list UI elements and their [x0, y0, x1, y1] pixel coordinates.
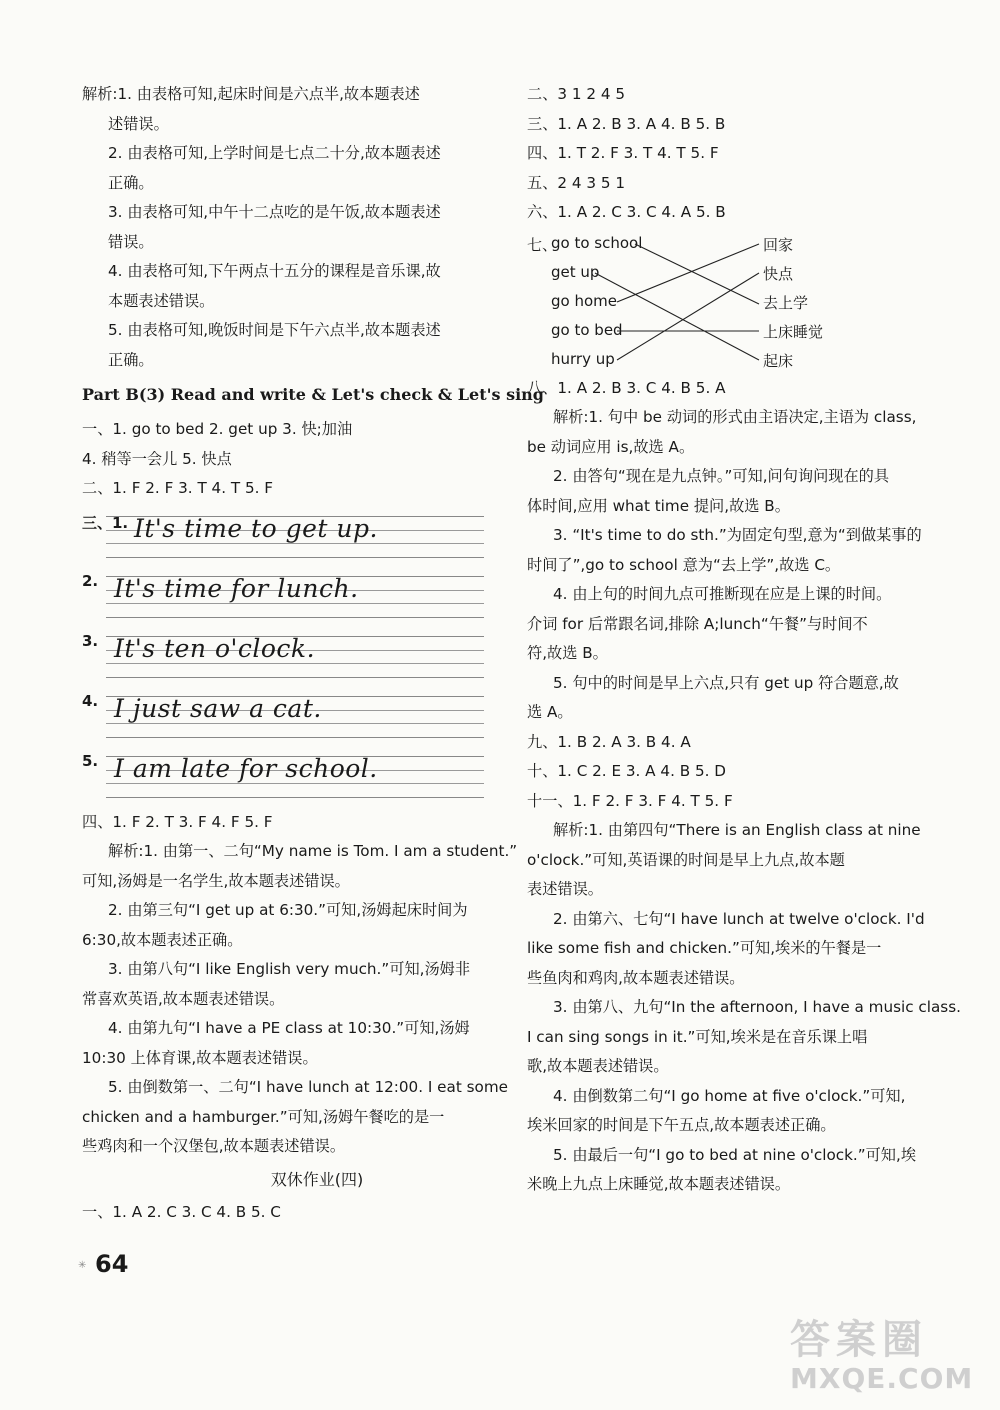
answer-line: 四、1. T 2. F 3. T 4. T 5. F: [527, 144, 719, 162]
answer-line: 五、2 4 3 5 1: [527, 173, 625, 192]
answer-line: 二、1. F 2. F 3. T 4. T 5. F: [82, 479, 274, 497]
answer-line: 二、3 1 2 4 5: [527, 85, 625, 103]
answer-line: 解析:1. 由第四句“There is an English class at nine: [553, 821, 921, 839]
section-title: Part B(3) Read and write & Let's check & Let's sing: [82, 385, 544, 404]
match-label: 七、: [527, 235, 558, 254]
watermark-logo: [790, 1318, 995, 1406]
answer-line: 些鸡肉和一个汉堡包,故本题表述错误。: [82, 1137, 346, 1155]
answer-line: 3. 由第八句“I like English very much.”可知,汤姆非: [108, 960, 471, 978]
handwritten-answer: It's ten o'clock.: [114, 633, 316, 663]
answer-line: 四、1. F 2. T 3. F 4. F 5. F: [82, 812, 273, 831]
handwritten-answer: It's time for lunch.: [114, 573, 359, 603]
match-line: [635, 244, 759, 304]
answer-line: 6:30,故本题表述正确。: [82, 930, 243, 949]
answer-line: 表述错误。: [527, 880, 603, 898]
match-left-item: go to bed: [551, 320, 623, 339]
answer-line: 十、1. C 2. E 3. A 4. B 5. D: [527, 762, 726, 780]
answer-line: 些鱼肉和鸡肉,故本题表述错误。: [527, 968, 745, 987]
answer-line: 错误。: [108, 232, 154, 251]
handwritten-answer: I just saw a cat.: [114, 693, 322, 723]
answer-line: 一、1. A 2. C 3. C 4. B 5. C: [82, 1202, 281, 1221]
answer-line: like some fish and chicken.”可知,埃米的午餐是一: [527, 939, 882, 957]
answer-line: 5. 由倒数第一、二句“I have lunch at 12:00. I eat some: [108, 1078, 508, 1096]
answer-line: 埃米回家的时间是下午五点,故本题表述正确。: [527, 1116, 836, 1134]
page-number: 64: [95, 1250, 129, 1278]
right-column: [527, 80, 961, 1200]
answer-line: 4. 由倒数第二句“I go home at five o'clock.”可知,: [553, 1086, 906, 1105]
answer-line: 正确。: [108, 173, 154, 192]
answer-line: 选 A。: [527, 703, 573, 721]
answer-line: 八、1. A 2. B 3. C 4. B 5. A: [527, 378, 726, 397]
answer-line: 4. 由上句的时间九点可推断现在应是上课的时间。: [553, 585, 892, 603]
handwriting-row: [82, 568, 492, 628]
answer-line: 5. 由表格可知,晚饭时间是下午六点半,故本题表述: [108, 321, 441, 339]
matching-exercise: [527, 228, 937, 374]
handwriting-row: [82, 628, 492, 688]
answer-line: 2. 由表格可知,上学时间是七点二十分,故本题表述: [108, 144, 441, 162]
answer-line: 九、1. B 2. A 3. B 4. A: [527, 732, 691, 751]
section-eight-onward: [527, 374, 961, 1200]
answer-line: be 动词应用 is,故选 A。: [527, 437, 695, 456]
answer-line: 正确。: [108, 350, 154, 369]
handwriting-row: [82, 688, 492, 748]
answer-line: 三、1. A 2. B 3. A 4. B 5. B: [527, 114, 726, 133]
answer-line: 介词 for 后常跟名词,排除 A;lunch“午餐”与时间不: [527, 614, 868, 633]
page-number-ornament: ✳: [78, 1260, 87, 1271]
match-line: [595, 273, 759, 360]
answer-line: 3. 由表格可知,中午十二点吃的是午饭,故本题表述: [108, 203, 441, 221]
answer-line: 解析:1. 句中 be 动词的形式由主语决定,主语为 class,: [553, 408, 917, 426]
match-line: [617, 273, 759, 360]
answer-line: 符,故选 B。: [527, 644, 608, 662]
answer-line: chicken and a hamburger.”可知,汤姆午餐吃的是一: [82, 1107, 445, 1126]
left-top-answers: [82, 80, 492, 375]
answer-line: 体时间,应用 what time 提问,故选 B。: [527, 496, 790, 515]
answer-line: 10:30 上体育课,故本题表述错误。: [82, 1048, 318, 1067]
handwriting-row: [82, 508, 492, 568]
answer-line: 一、1. go to bed 2. get up 3. 快;加油: [82, 420, 353, 438]
handwritten-answer: It's time to get up.: [134, 513, 378, 543]
match-right-item: 上床睡觉: [763, 322, 824, 341]
answer-line: 5. 由最后一句“I go to bed at nine o'clock.”可知,埃: [553, 1145, 917, 1164]
answer-line: 六、1. A 2. C 3. C 4. A 5. B: [527, 203, 726, 221]
handwriting-block: [82, 508, 492, 808]
answer-line: 5. 句中的时间是早上六点,只有 get up 符合题意,故: [553, 673, 899, 692]
answer-line: 3. 由第八、九句“In the afternoon, I have a music class.: [553, 998, 961, 1016]
answer-line: 十一、1. F 2. F 3. F 4. T 5. F: [527, 791, 733, 810]
section-four-answers: [82, 808, 518, 1162]
answer-line: 4. 由表格可知,下午两点十五分的课程是音乐课,故: [108, 262, 441, 280]
answer-line: 常喜欢英语,故本题表述错误。: [82, 989, 285, 1008]
answer-line: 4. 稍等一会儿 5. 快点: [82, 449, 232, 468]
answer-line: 本题表述错误。: [108, 291, 215, 310]
match-left-item: hurry up: [551, 349, 615, 368]
answer-line: 米晚上九点上床睡觉,故本题表述错误。: [527, 1175, 791, 1193]
question-number: 三、1.: [82, 513, 129, 532]
left-column: [82, 80, 544, 1227]
answer-line: 2. 由第三句“I get up at 6:30.”可知,汤姆起床时间为: [108, 901, 468, 919]
answer-line: 3. “It's time to do sth.”为固定句型,意为“到做某事的: [553, 526, 922, 544]
answer-line: 述错误。: [108, 114, 169, 133]
answer-line: 2. 由第六、七句“I have lunch at twelve o'clock. I'd: [553, 909, 925, 928]
match-lines: [527, 228, 827, 374]
homework-title: 双休作业(四): [270, 1169, 364, 1189]
question-number: 5.: [82, 751, 99, 770]
match-right-item: 起床: [763, 351, 794, 370]
answer-line: 可知,汤姆是一名学生,故本题表述错误。: [82, 871, 350, 890]
match-left-item: go to school: [551, 233, 643, 252]
match-left-item: go home: [551, 291, 617, 310]
answer-line: o'clock.”可知,英语课的时间是早上九点,故本题: [527, 850, 845, 869]
watermark-bottom-text: MXQE.COM: [790, 1362, 974, 1395]
answer-line: 歌,故本题表述错误。: [527, 1057, 669, 1075]
question-number: 4.: [82, 691, 99, 710]
answer-line: 解析:1. 由表格可知,起床时间是六点半,故本题表述: [82, 85, 420, 103]
match-right-item: 去上学: [763, 293, 809, 312]
answer-line: 2. 由答句“现在是九点钟。”可知,问句询问现在的具: [553, 467, 890, 485]
match-right-item: 回家: [763, 235, 794, 254]
answer-line: 时间了”,go to school 意为“去上学”,故选 C。: [527, 555, 841, 574]
match-right-item: 快点: [763, 264, 794, 283]
answer-line: I can sing songs in it.”可知,埃米是在音乐课上唱: [527, 1027, 868, 1046]
match-left-item: get up: [551, 262, 600, 281]
handwriting-row: [82, 748, 492, 808]
question-number: 2.: [82, 571, 99, 590]
watermark-top-text: 答案圈: [790, 1317, 928, 1363]
question-number: 3.: [82, 631, 99, 650]
handwritten-answer: I am late for school.: [114, 753, 378, 783]
answer-line: 解析:1. 由第一、二句“My name is Tom. I am a student.”: [108, 842, 518, 860]
answer-line: 4. 由第九句“I have a PE class at 10:30.”可知,汤姆: [108, 1019, 470, 1037]
